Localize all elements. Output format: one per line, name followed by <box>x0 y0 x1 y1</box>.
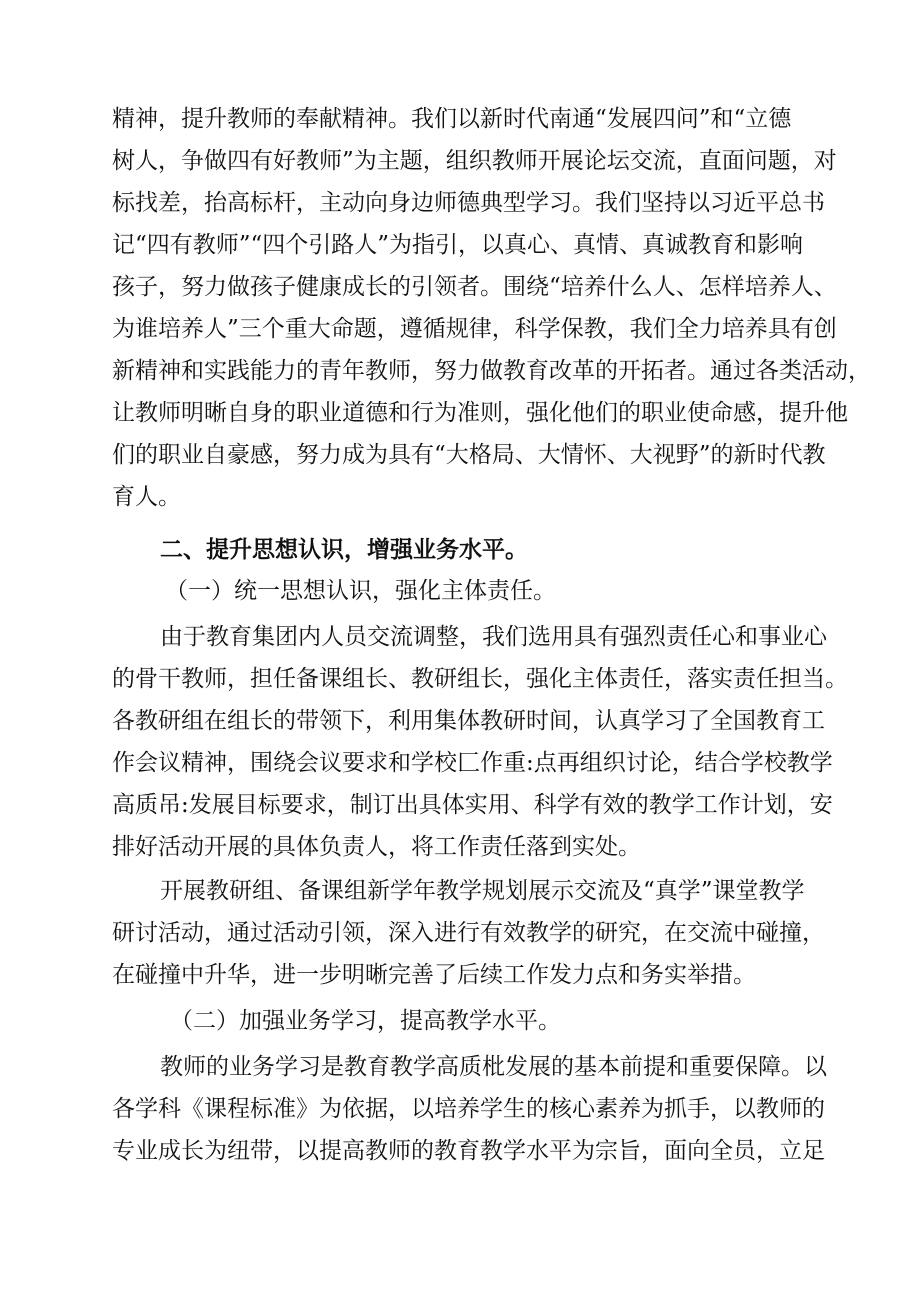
body-text-line: 让教师明晰自身的职业道德和行为准则，强化他们的职业使命感，提升他 <box>112 400 848 426</box>
section-heading: 二、提升思想认识，增强业务水平。 <box>160 536 528 563</box>
body-text-line: 排好活动开展的具体负责人，将工作责任落到实处。 <box>112 834 641 860</box>
body-text-line: 新精神和实践能力的青年教师，努力做教育改革的开拓者。通过各类活动， <box>112 358 871 384</box>
body-text-line: 由于教育集团内人员交流调整，我们选用具有强烈责任心和事业心 <box>160 624 827 650</box>
body-text-line: 各学科《课程标准》为依据，以培养学生的核心素养为抓手，以教师的 <box>112 1096 825 1122</box>
body-text-line: 专业成长为纽带，以提高教师的教育教学水平为宗旨，面向全员，立足 <box>112 1138 825 1164</box>
body-text-line: 树人，争做四有好教师”为主题，组织教师开展论坛交流，直面问题，对 <box>112 148 837 174</box>
body-text-line: 精神，提升教师的奉献精神。我们以新时代南通“发展四问”和“立德 <box>112 106 792 132</box>
body-text-line: 作会议精神，围绕会议要求和学校匚作重:点再组织讨论，结合学校教学 <box>112 750 833 776</box>
body-text-line: 标找差，抬高标杆，主动向身边师德典型学习。我们坚持以习近平总书 <box>112 190 825 216</box>
body-text-line: 高质吊:发展目标要求，制订出具体实用、科学有效的教学工作计划，安 <box>112 792 833 818</box>
body-text-line: 育人。 <box>112 484 181 510</box>
body-text-line: 们的职业自豪感，努力成为具有“大格局、大情怀、大视野”的新时代教 <box>112 442 826 468</box>
body-text-line: 研讨活动，通过活动引领，深入进行有效教学的研究，在交流中碰撞， <box>112 920 825 946</box>
body-text-line: 为谁培养人”三个重大命题，遵循规律，科学保教，我们全力培养具有创 <box>112 316 837 342</box>
body-text-line: 的骨干教师，担任备课组长、教研组长，强化主体责任，落实责任担当。 <box>112 666 848 692</box>
body-text-line: 在碰撞中升华，进一步明晰完善了后续工作发力点和务实举措。 <box>112 962 756 988</box>
body-text-line: 教师的业务学习是教育教学高质枇发展的基本前提和重要保障。以 <box>160 1054 827 1080</box>
subsection-heading: （一）统一思想认识，强化主体责任。 <box>165 578 556 604</box>
subsection-heading: （二）加强业务学习，提高教学水平。 <box>170 1008 561 1034</box>
body-text-line: 各教研组在组长的带领下，利用集体教研时间，认真学习了全国教育工 <box>112 708 825 734</box>
body-text-line: 记“四有教师”“四个引路人”为指引，以真心、真情、真诚教育和影响 <box>112 232 804 258</box>
body-text-line: 孩子，努力做孩子健康成长的引领者。围绕“培养什么人、怎样培养人、 <box>112 274 837 300</box>
body-text-line: 开展教研组、备课组新学年教学规划展示交流及“真学”课堂教学 <box>160 878 805 904</box>
